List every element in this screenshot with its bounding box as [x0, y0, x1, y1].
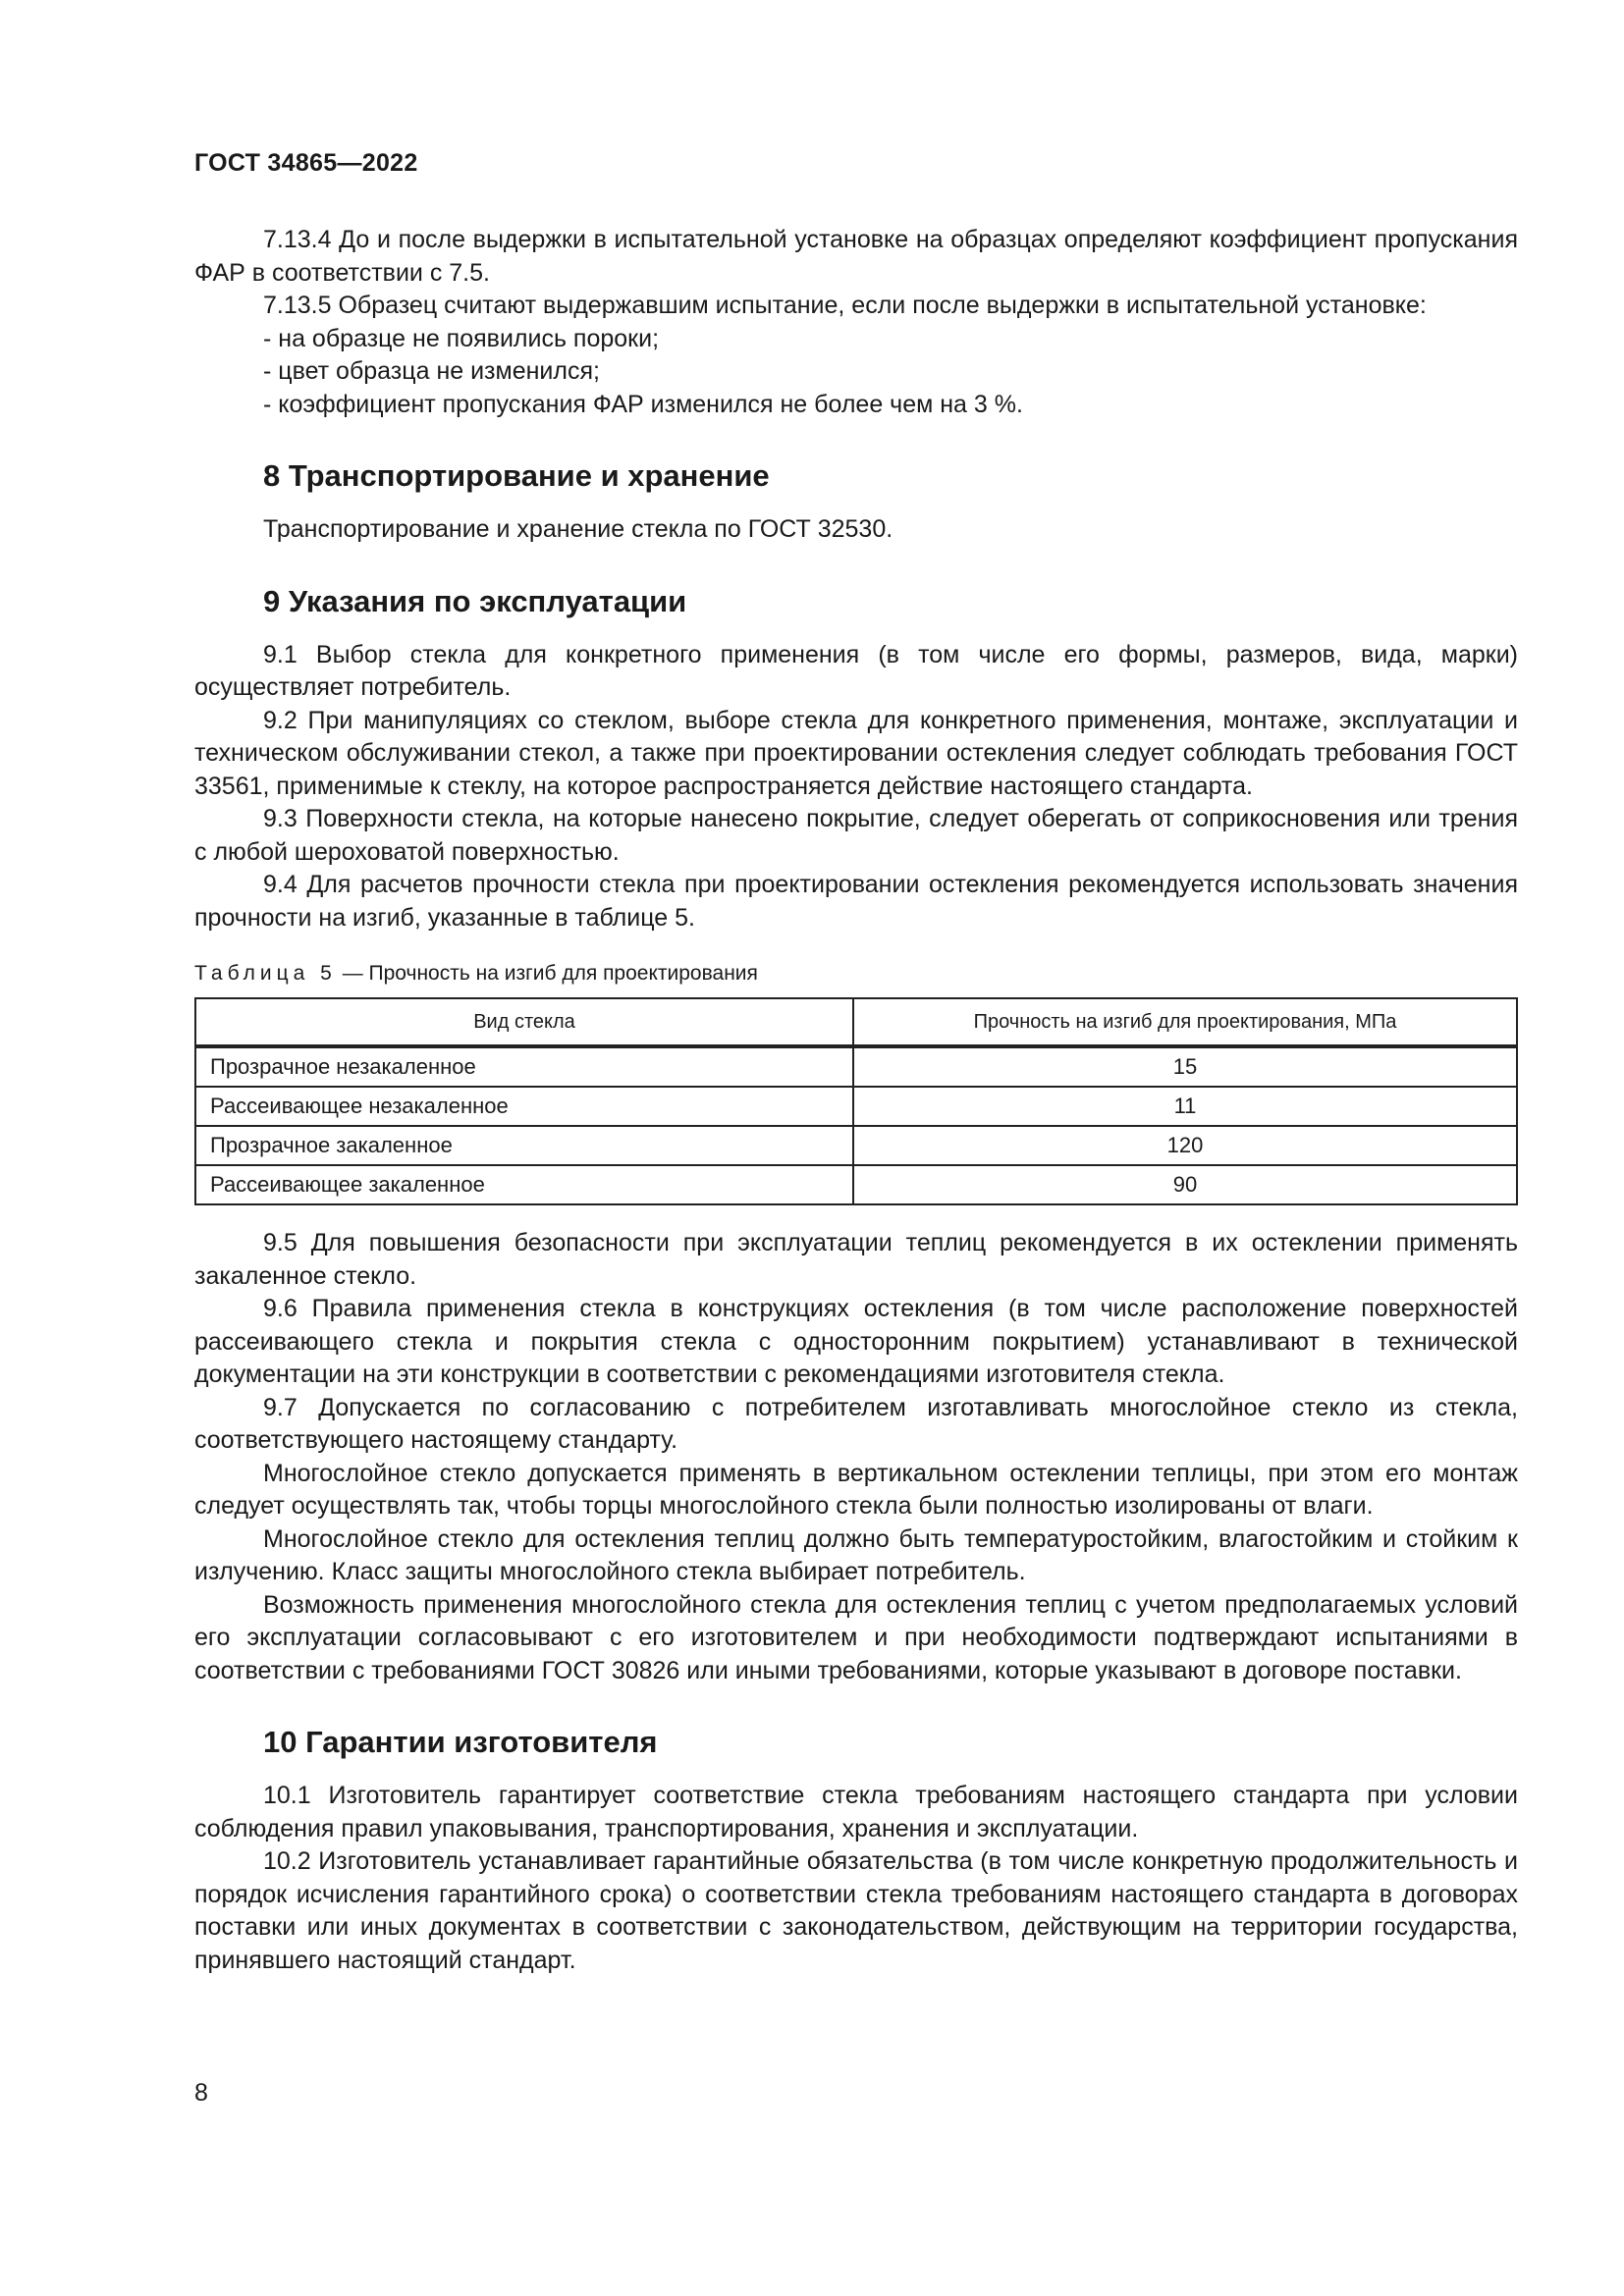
cell-glass-type: Рассеивающее закаленное — [195, 1165, 853, 1204]
table-header-row — [195, 998, 1517, 1046]
cell-strength: 120 — [853, 1126, 1517, 1165]
table-caption-text: — Прочность на изгиб для проектирования — [336, 962, 758, 985]
table-caption — [194, 960, 1518, 988]
paragraph-9-3: 9.3 Поверхности стекла, на которые нанесено покрытие, следует оберегать от соприкосновения или трения с любой шероховатой поверхностью. — [194, 805, 1518, 866]
paragraph-9-4: 9.4 Для расчетов прочности стекла при проектировании остекления рекомендуется использовать значения прочности на изгиб, указанные в таблице 5. — [194, 871, 1518, 932]
paragraph-9-2: 9.2 При манипуляциях со стеклом, выборе стекла для конкретного применения, монтаже, эксплуатации и техническом обслуживании стекол, а также при проектировании остекления следует соблюдать требования ГОСТ 33561, применимые к стеклу, на которое распространяется действие настоящего стандарта. — [194, 706, 1518, 800]
paragraph-9-7: 9.7 Допускается по согласованию с потребителем изготавливать многослойное стекло из стекла, соответствующего настоящему стандарту. — [194, 1393, 1518, 1454]
paragraph-9-6: 9.6 Правила применения стекла в конструкциях остекления (в том числе расположение поверхностей рассеивающего стекла и покрытия стекла с односторонним покрытием) устанавливают в технической документации на эти конструкции в соответствии с рекомендациями изготовителя стекла. — [194, 1295, 1518, 1388]
document-header: ГОСТ 34865—2022 — [194, 149, 418, 177]
cell-glass-type: Рассеивающее незакаленное — [195, 1087, 853, 1126]
paragraph-8: Транспортирование и хранение стекла по ГОСТ 32530. — [263, 515, 893, 543]
strength-table — [194, 997, 1518, 1205]
section-heading-8: 8 Транспортирование и хранение — [263, 458, 770, 493]
document-content — [194, 224, 1518, 1977]
list-item: - коэффициент пропускания ФАР изменился не более чем на 3 %. — [263, 390, 1023, 418]
paragraph-9-7-multilayer-properties: Многослойное стекло для остекления теплиц должно быть температуростойким, влагостойким и стойким к излучению. Класс защиты многослойного стекла выбирает потребитель. — [194, 1524, 1518, 1585]
list-item: - на образце не появились пороки; — [263, 324, 660, 352]
cell-strength: 15 — [853, 1046, 1517, 1087]
section-heading-9: 9 Указания по эксплуатации — [263, 583, 687, 618]
column-header-strength: Прочность на изгиб для проектирования, МПа — [853, 998, 1517, 1046]
cell-strength: 90 — [853, 1165, 1517, 1204]
column-header-glass-type: Вид стекла — [195, 998, 853, 1046]
table-caption-label: Таблица 5 — [194, 962, 337, 985]
page-number: 8 — [194, 2079, 208, 2107]
cell-glass-type: Прозрачное закаленное — [195, 1126, 853, 1165]
paragraph-9-5: 9.5 Для повышения безопасности при эксплуатации теплиц рекомендуется в их остеклении применять закаленное стекло. — [194, 1229, 1518, 1290]
cell-glass-type: Прозрачное незакаленное — [195, 1046, 853, 1087]
paragraph-9-7-multilayer-mounting: Многослойное стекло допускается применять в вертикальном остеклении теплицы, при этом его монтаж следует осуществлять так, чтобы торцы многослойного стекла были полностью изолированы от влаги. — [194, 1459, 1518, 1520]
paragraph-10-2: 10.2 Изготовитель устанавливает гарантийные обязательства (в том числе конкретную продолжительность и порядок исчисления гарантийного срока) о соответствии стекла требованиям настоящего стандарта в договорах поставки или иных документах в соответствии с законодательством, действующим на территории государства, принявшего настоящий стандарт. — [194, 1847, 1518, 1974]
section-heading-10: 10 Гарантии изготовителя — [263, 1725, 658, 1759]
cell-strength: 11 — [853, 1087, 1517, 1126]
paragraph-7-13-5: 7.13.5 Образец считают выдержавшим испытание, если после выдержки в испытательной установке: — [263, 292, 1427, 319]
paragraph-9-1: 9.1 Выбор стекла для конкретного применения (в том числе его формы, размеров, вида, марки) осуществляет потребитель. — [194, 640, 1518, 701]
table-row — [195, 1165, 1517, 1204]
paragraph-9-7-multilayer-approval: Возможность применения многослойного стекла для остекления теплиц с учетом предполагаемых условий его эксплуатации согласовывают с его изготовителем и при необходимости подтверждают испытаниями в соответствии с требованиями ГОСТ 30826 или иными требованиями, которые указывают в договоре поставки. — [194, 1590, 1518, 1684]
paragraph-10-1: 10.1 Изготовитель гарантирует соответствие стекла требованиям настоящего стандарта при условии соблюдения правил упаковывания, транспортирования, хранения и эксплуатации. — [194, 1782, 1518, 1842]
table-row — [195, 1046, 1517, 1087]
list-item: - цвет образца не изменился; — [263, 357, 600, 385]
table-row — [195, 1126, 1517, 1165]
paragraph-7-13-4: 7.13.4 До и после выдержки в испытательной установке на образцах определяют коэффициент пропускания ФАР в соответствии с 7.5. — [194, 226, 1518, 287]
table-row — [195, 1087, 1517, 1126]
